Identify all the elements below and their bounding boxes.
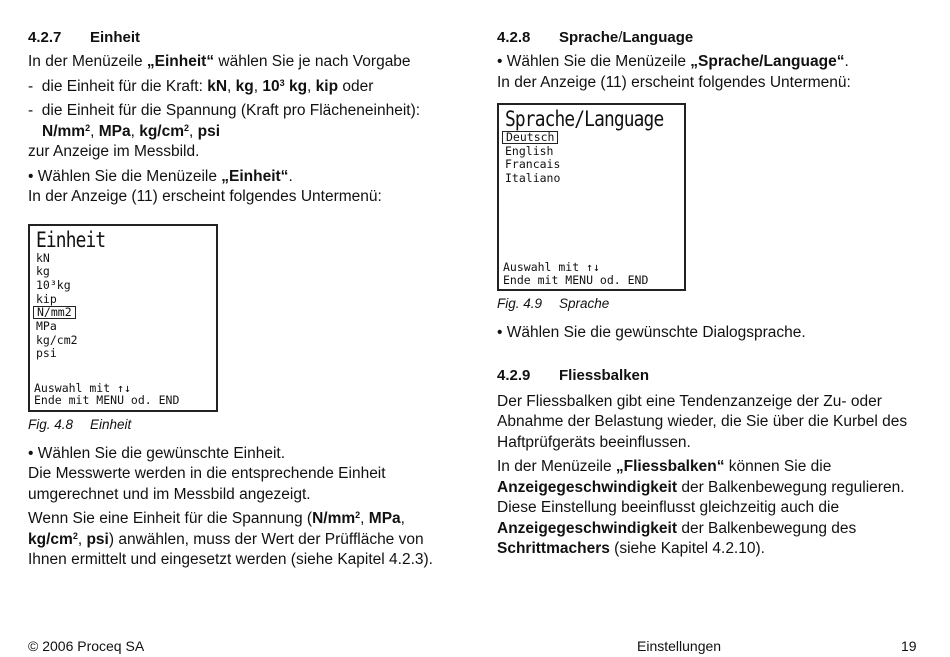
lcd-menu-item[interactable]: MPa (36, 319, 57, 334)
display-text: zur Anzeige im Messbild. (28, 143, 200, 160)
page-number: 19 (901, 638, 917, 654)
choose-unit-instruction: • Wählen Sie die gewünschte Einheit. (28, 444, 286, 462)
select-instruction: • Wählen Sie die Menüzeile „Einheit“. (28, 167, 293, 185)
lcd-einheit (28, 224, 218, 412)
footer-section: Einstellungen (637, 638, 722, 654)
paragraph-fliessbalken: Der Fliessbalken gibt eine Tendenzanzeige der Zu- oder Abnahme der Belastung wieder, die Sie über die Kurbel des Haftprüfgeräts beeinflussen. (497, 392, 908, 451)
lcd-menu-item[interactable]: kip (36, 291, 57, 306)
choose-language-instruction: • Wählen Sie die gewünschte Dialogsprache. (497, 324, 806, 341)
force-units-item: - die Einheit für die Kraft: kN, kg, $10^3$ kg, kip oder (28, 77, 374, 95)
paragraph-speed: In der Menüzeile „Fliessbalken“ können Sie die Anzeigegeschwindigkeit der Balkenbewegung regulieren. Diese Einstellung beeinflusst gleichzeitig auch die Anzeigegeschwindigkeit der Balkenbewegung des Schrittmachers (siehe Kapitel 4.2.10). (497, 458, 905, 557)
figure-caption: Fig. 4.9 Sprache (497, 296, 610, 311)
figure-caption: Fig. 4.8 Einheit (28, 416, 132, 432)
left-column (28, 28, 453, 571)
submenu-text: In der Anzeige (11) erscheint folgendes Untermenü: (28, 188, 382, 205)
lcd-footer: Auswahl mit ↑↓ Ende mit MENU od. END (503, 260, 649, 287)
submenu-text: In der Anzeige (11) erscheint folgendes Untermenü: (497, 73, 851, 91)
section-heading-einheit: 4.2.7 Einheit (28, 29, 141, 46)
right-column (497, 28, 922, 560)
lcd-menu-item[interactable]: Italiano (505, 171, 561, 186)
lcd-menu-item[interactable]: English (505, 143, 554, 158)
lcd-menu-list (505, 131, 684, 186)
lcd-menu-item[interactable]: kg/cm2 (36, 332, 78, 347)
stress-units-item: - die Einheit für die Spannung (Kraft pro Flächeneinheit): $N/mm^2$, MPa, $kg/cm^2$, psi (28, 102, 421, 140)
section-heading-fliessbalken: 4.2.9 Fliessbalken (497, 366, 650, 384)
paragraph-stress-note: Wenn Sie eine Einheit für die Spannung ($N/mm^2$, MPa, $kg/cm^2$, psi) anwählen, muss der Wert der Prüffläche von Ihnen ermittelt und eingesetzt werden (siehe Kapitel 4.2.3). (28, 510, 433, 568)
lcd-title: Einheit (36, 227, 106, 252)
intro-text: In der Menüzeile „Einheit“ wählen Sie je nach Vorgabe (28, 53, 411, 70)
lcd-menu-list (36, 252, 216, 362)
footer-copyright: © 2006 Proceq SA (28, 638, 145, 654)
lcd-title: Sprache/Language (505, 107, 664, 131)
lcd-menu-item[interactable]: Deutsch (505, 131, 684, 145)
select-instruction: • Wählen Sie die Menüzeile „Sprache/Language“. (497, 53, 849, 70)
lcd-menu-item[interactable]: psi (36, 346, 57, 361)
lcd-footer: Auswahl mit ↑↓ Ende mit MENU od. END (34, 380, 180, 407)
lcd-menu-item[interactable]: 10³kg (36, 277, 71, 292)
lcd-menu-item[interactable]: N/mm2 (36, 306, 216, 320)
lcd-menu-item[interactable]: Francais (505, 157, 561, 172)
paragraph-conversion: Die Messwerte werden in die entsprechende Einheit umgerechnet und im Messbild angezeigt. (28, 465, 386, 503)
lcd-menu-item[interactable]: kg (36, 264, 50, 279)
lcd-menu-item[interactable]: kN (36, 250, 50, 265)
section-heading-sprache: 4.2.8 Sprache/Language (497, 29, 694, 46)
lcd-sprache (497, 103, 686, 291)
